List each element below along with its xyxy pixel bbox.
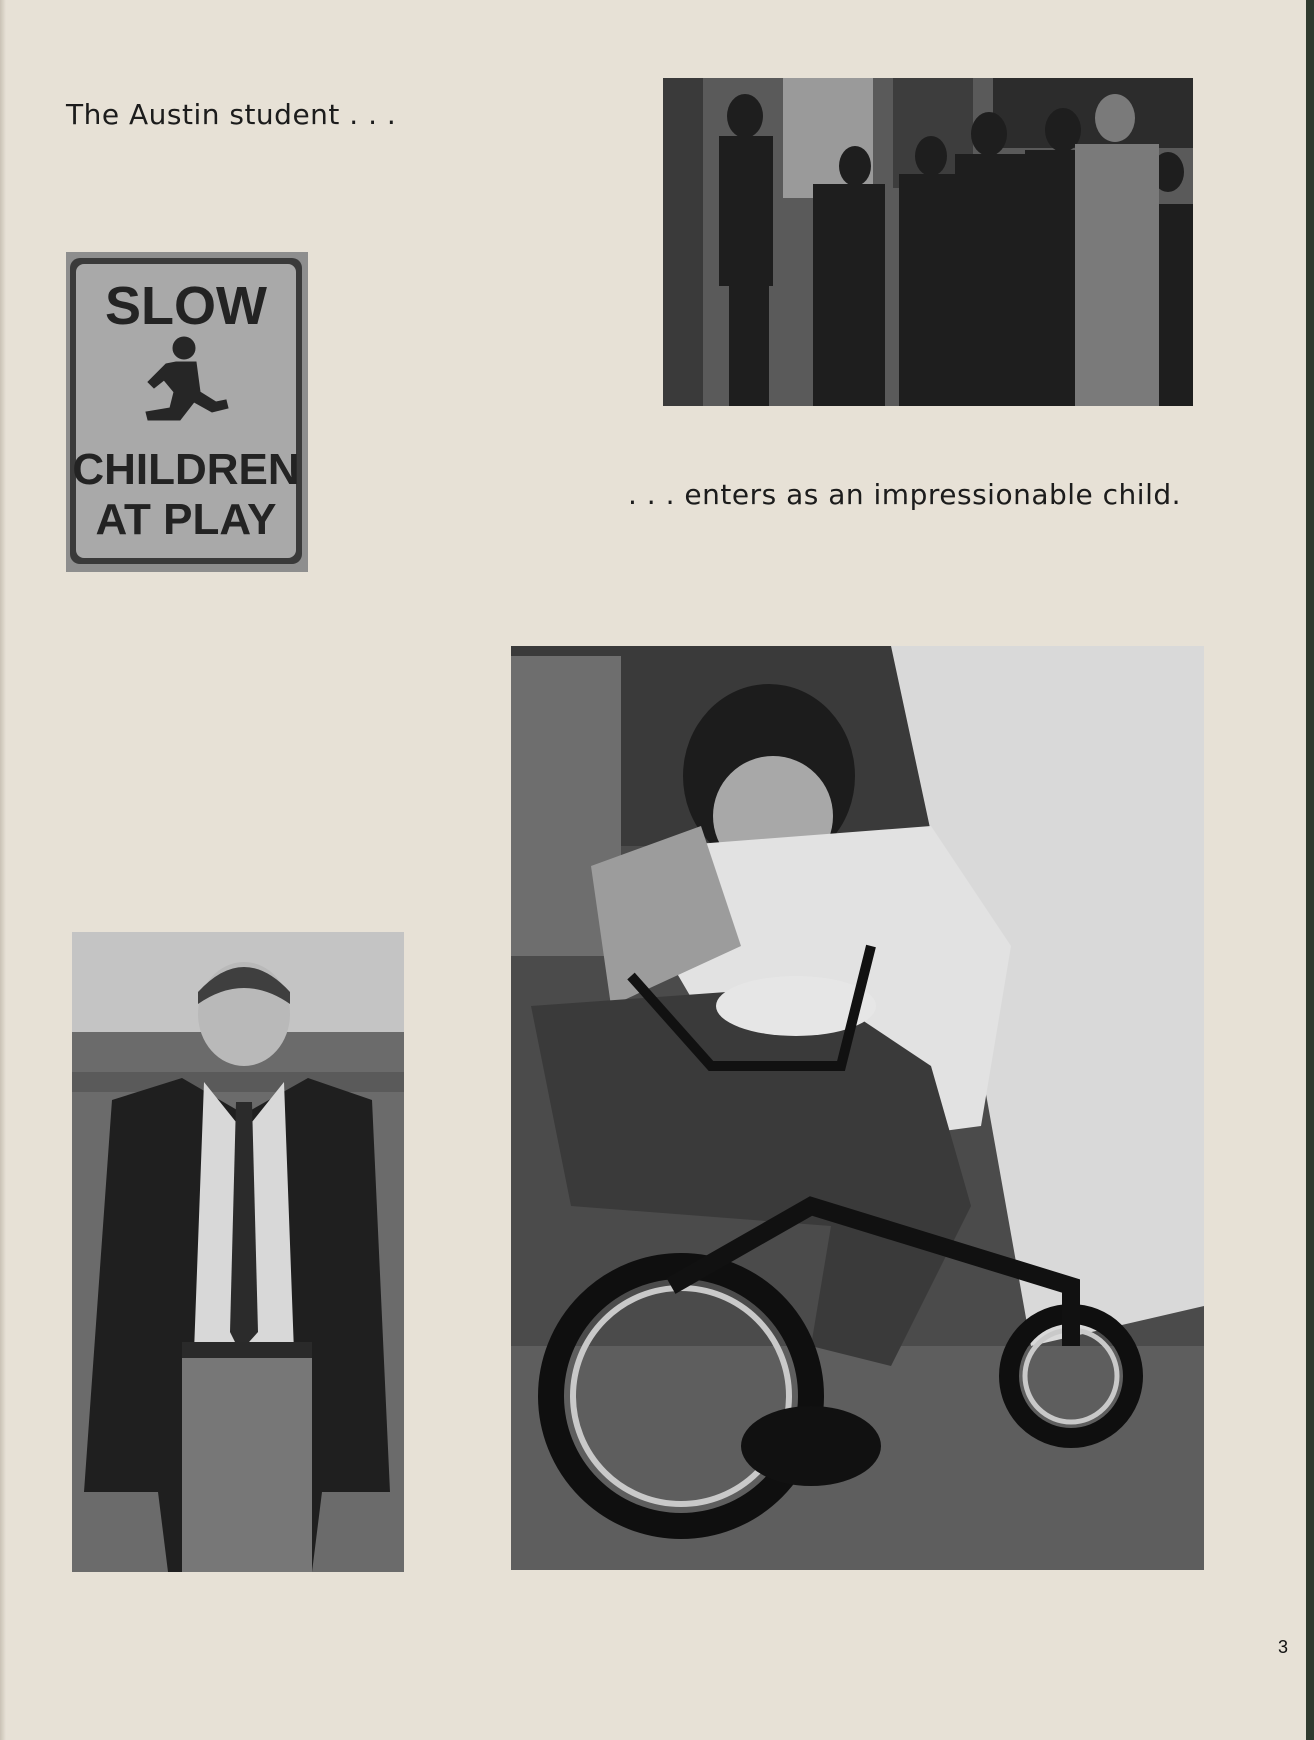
students-standing-in-line-photo (663, 78, 1193, 406)
caption-impressionable-child: . . . enters as an impressionable child. (628, 478, 1182, 511)
sign-children-text: CHILDREN (72, 445, 300, 494)
page-number: 3 (1277, 1637, 1288, 1657)
sign-slow-text: SLOW (105, 276, 267, 336)
slow-children-at-play-sign-photo (66, 252, 308, 572)
page-left-edge (0, 0, 6, 1740)
book-binding (1306, 0, 1314, 1740)
student-riding-tricycle-photo (511, 646, 1204, 1570)
boy-in-jacket-outdoors-photo (72, 932, 404, 1572)
sign-at-play-text: AT PLAY (95, 495, 277, 544)
caption-austin-student: The Austin student . . . (66, 98, 397, 131)
